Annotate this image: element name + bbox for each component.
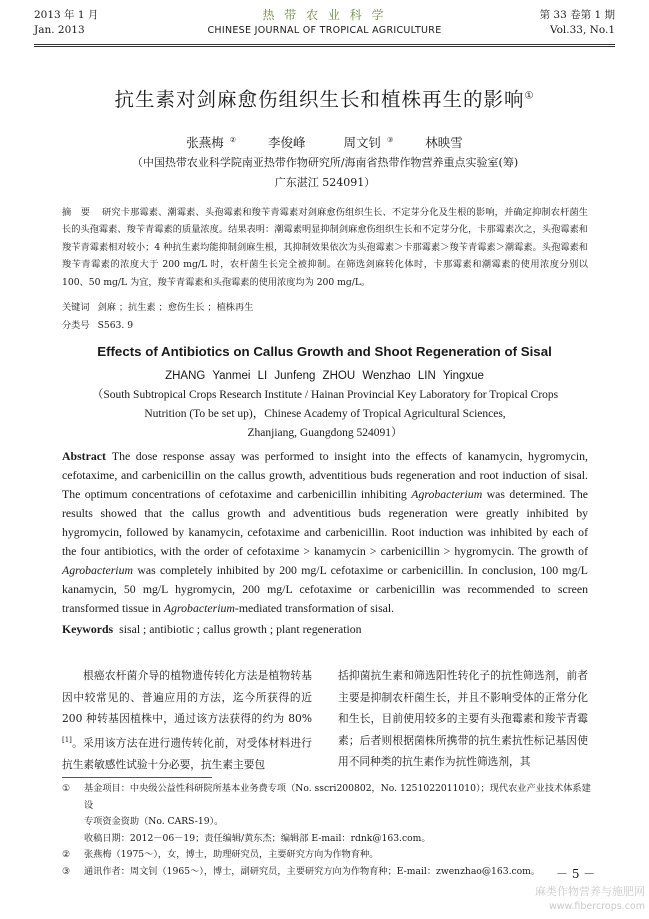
author bbox=[419, 135, 469, 150]
header-journal bbox=[164, 8, 485, 38]
keywords-cn-text: 剑麻 ；抗生素 ；愈伤生长 ；植株再生 bbox=[97, 302, 254, 313]
header-rule-top bbox=[34, 44, 615, 45]
footnote-received bbox=[62, 831, 592, 848]
abstract-cn-text: 研究卡那霉素、潮霉素、头孢霉素和羧苄青霉素对剑麻愈伤组织生长、不定芽分化及生根的影响，并确定抑制农杆菌生长的头孢霉素、羧苄青霉素的质量浓度。结果表明：潮霉素明显抑制剑麻愈伤组织生长和不定芽分化，卡那霉素次之，头孢霉素和羧苄青霉素相对较小；4 种抗生素均能抑制剑麻生根，其抑制效果依次为头孢霉素＞卡那霉素＞羧苄青霉素＞潮霉素。头孢霉素和羧苄青霉素的浓度大于 200 mg/L 时，农杆菌生长完全被抑制。在筛选剑麻转化体时，卡那霉素和潮霉素的使用浓度分别以 100、50 mg/L 为宜，羧苄青霉素和头孢霉素的使用浓度均为 200 mg/L。 bbox=[62, 207, 588, 288]
header-date-en: Jan. 2013 bbox=[34, 24, 85, 36]
footnote-text: 收稿日期：2012－06－19；责任编辑/黄东杰；编辑部 E-mail：rdnk@163.com。 bbox=[84, 832, 431, 844]
header-volume-cn: 第 33 卷第 1 期 bbox=[539, 9, 615, 21]
header-rule-bottom bbox=[34, 46, 615, 47]
body-text: 。采用该方法在进行遗传转化前，对受体材料进行抗生素敏感性试验十分必要，抗生素主要包 bbox=[62, 736, 312, 771]
article-title-text: 抗生素对剑麻愈伤组织生长和植株再生的影响 bbox=[114, 88, 525, 111]
footnote-text: 张燕梅（1975～），女，博士，助理研究员，主要研究方向为作物育种。 bbox=[84, 849, 379, 861]
watermark-url: www.fibercrops.com bbox=[548, 901, 645, 912]
abstract-en-text: The dose response assay was performed to insight into the effects of kanamycin, hygromycin, cefotaxime, and carbenicillin on the callus growth, adventitious buds regeneration and root induction of sisal. The optimum concentrations of cefotaxime and carbenicillin inhibiting bbox=[62, 449, 588, 501]
affiliation-line: 广东湛江 524091） bbox=[274, 176, 376, 189]
affiliation-en bbox=[70, 386, 580, 442]
footnote-text: 通讯作者：周文钊（1965～），博士，副研究员，主要研究方向为作物育种；E-mail：zwenzhao@163.com。 bbox=[84, 865, 541, 877]
page-number: － 5 － bbox=[556, 867, 596, 881]
author-mark: ② bbox=[229, 135, 236, 144]
keywords-en-label: Keywords bbox=[62, 622, 114, 636]
citation-ref: [1] bbox=[62, 735, 72, 744]
keywords-cn bbox=[62, 299, 253, 316]
abstract-en-text: was completely inhibited by 200 mg/L cefotaxime or carbenicillin. In conclusion, 100 mg/L kanamycin, 50 mg/L hygromycin, 200 mg/L cefotaxime or carbenicillin was recommended to screen transformed tissue in bbox=[62, 563, 588, 615]
abstract-en bbox=[62, 447, 588, 618]
affiliation-cn bbox=[80, 153, 570, 193]
footnote-text: 专项资金资助（No. CARS-19）。 bbox=[84, 816, 224, 828]
footnote-funding bbox=[62, 781, 592, 814]
watermark bbox=[520, 884, 645, 914]
watermark-text: 麻类作物营养与施肥网 bbox=[535, 885, 645, 898]
abstract-en-italic: Agrobacterium bbox=[62, 563, 133, 577]
footnotes bbox=[62, 781, 592, 881]
header-volume-en: Vol.33, No.1 bbox=[549, 24, 615, 36]
author-list-en: ZHANG Yanmei LI Junfeng ZHOU Wenzhao LIN Yingxue bbox=[165, 370, 484, 382]
footnote-corresponding bbox=[62, 864, 592, 881]
author bbox=[337, 135, 393, 150]
body-text: 括抑菌抗生素和筛选阳性转化子的抗性筛选剂，前者主要是抑制农杆菌生长，并且不影响受体的正常分化和生长，目前使用较多的主要有头孢霉素和羧苄青霉素；后者则根据菌株所携带的抗生素抗性标记基因使用不同种类的抗生素作为抗性筛选剂，其 bbox=[338, 669, 588, 768]
affiliation-en-line: （South Subtropical Crops Research Institute / Hainan Provincial Key Laboratory for Tropical Crops bbox=[91, 389, 559, 401]
author-list bbox=[0, 133, 649, 151]
footnote-mark: ② bbox=[62, 849, 71, 861]
body-column-left bbox=[62, 665, 312, 775]
keywords-en-text: sisal ; antibiotic ; callus growth ; plant regeneration bbox=[119, 622, 362, 636]
footnote-divider bbox=[62, 777, 212, 778]
title-footnote-mark: ① bbox=[524, 90, 535, 102]
header-volume bbox=[540, 8, 615, 38]
abstract-cn-label: 摘 要 bbox=[62, 207, 91, 218]
classification-label: 分类号 bbox=[62, 320, 90, 331]
abstract-en-text: -mediated transformation of sisal. bbox=[234, 601, 395, 615]
body-column-right bbox=[338, 665, 588, 773]
author bbox=[180, 135, 236, 150]
footnote-author bbox=[62, 847, 592, 864]
classification-text: S563. 9 bbox=[97, 320, 134, 331]
footnote-text: 基金项目：中央级公益性科研院所基本业务费专项（No. sscri200802，No. 1251022011010）；现代农业产业技术体系建设 bbox=[84, 783, 591, 811]
author-name: 林映雪 bbox=[425, 135, 463, 150]
classification-number bbox=[62, 317, 133, 334]
author-name: 周文钊 bbox=[343, 135, 381, 150]
abstract-cn bbox=[62, 204, 588, 291]
author bbox=[262, 135, 312, 150]
keywords-en bbox=[62, 622, 362, 637]
affiliation-line: （中国热带农业科学院南亚热带作物研究所/海南省热带作物营养重点实验室(筹) bbox=[131, 156, 519, 169]
footnote-mark: ① bbox=[62, 783, 71, 794]
header-date-cn: 2013 年 1 月 bbox=[34, 9, 99, 21]
author-name: 张燕梅 bbox=[186, 135, 224, 150]
footnote-funding-cont bbox=[62, 814, 592, 831]
abstract-en-text: was determined. The results showed that the callus growth and adventitious buds regeneration were greatly inhibited by hygromycin, followed by kanamycin, cefotaxime and carbenicillin. Root induction was inhibited by each of the four antibiotics, with the order of cefotaxime > kanamycin > carbenicillin > hygromycin. The growth of bbox=[62, 487, 588, 558]
abstract-en-label: Abstract bbox=[62, 449, 106, 463]
footnote-mark: ③ bbox=[62, 865, 71, 877]
journal-header bbox=[34, 8, 615, 54]
abstract-en-italic: Agrobacterium bbox=[411, 487, 483, 501]
author-name: 李俊峰 bbox=[267, 135, 306, 150]
affiliation-en-line: Zhanjiang, Guangdong 524091） bbox=[247, 426, 403, 439]
affiliation-en-line: Nutrition (To be set up)，Chinese Academy of Tropical Agricultural Sciences, bbox=[144, 407, 506, 420]
article-title-en: Effects of Antibiotics on Callus Growth and Shoot Regeneration of Sisal bbox=[97, 344, 552, 359]
author-mark: ③ bbox=[387, 135, 394, 144]
article-title bbox=[0, 84, 649, 112]
header-date bbox=[34, 8, 98, 38]
body-text: 根癌农杆菌介导的植物遗传转化方法是植物转基因中较常见的、普遍应用的方法，迄今所获得的近 200 种转基因植株中，通过该方法获得的约为 80% bbox=[62, 669, 312, 725]
keywords-cn-label: 关键词 bbox=[62, 302, 90, 313]
journal-name-cn: 热 带 农 业 科 学 bbox=[262, 8, 387, 22]
journal-name-en: CHINESE JOURNAL OF TROPICAL AGRICULTURE bbox=[207, 25, 442, 36]
abstract-en-italic: Agrobacterium bbox=[163, 601, 235, 615]
